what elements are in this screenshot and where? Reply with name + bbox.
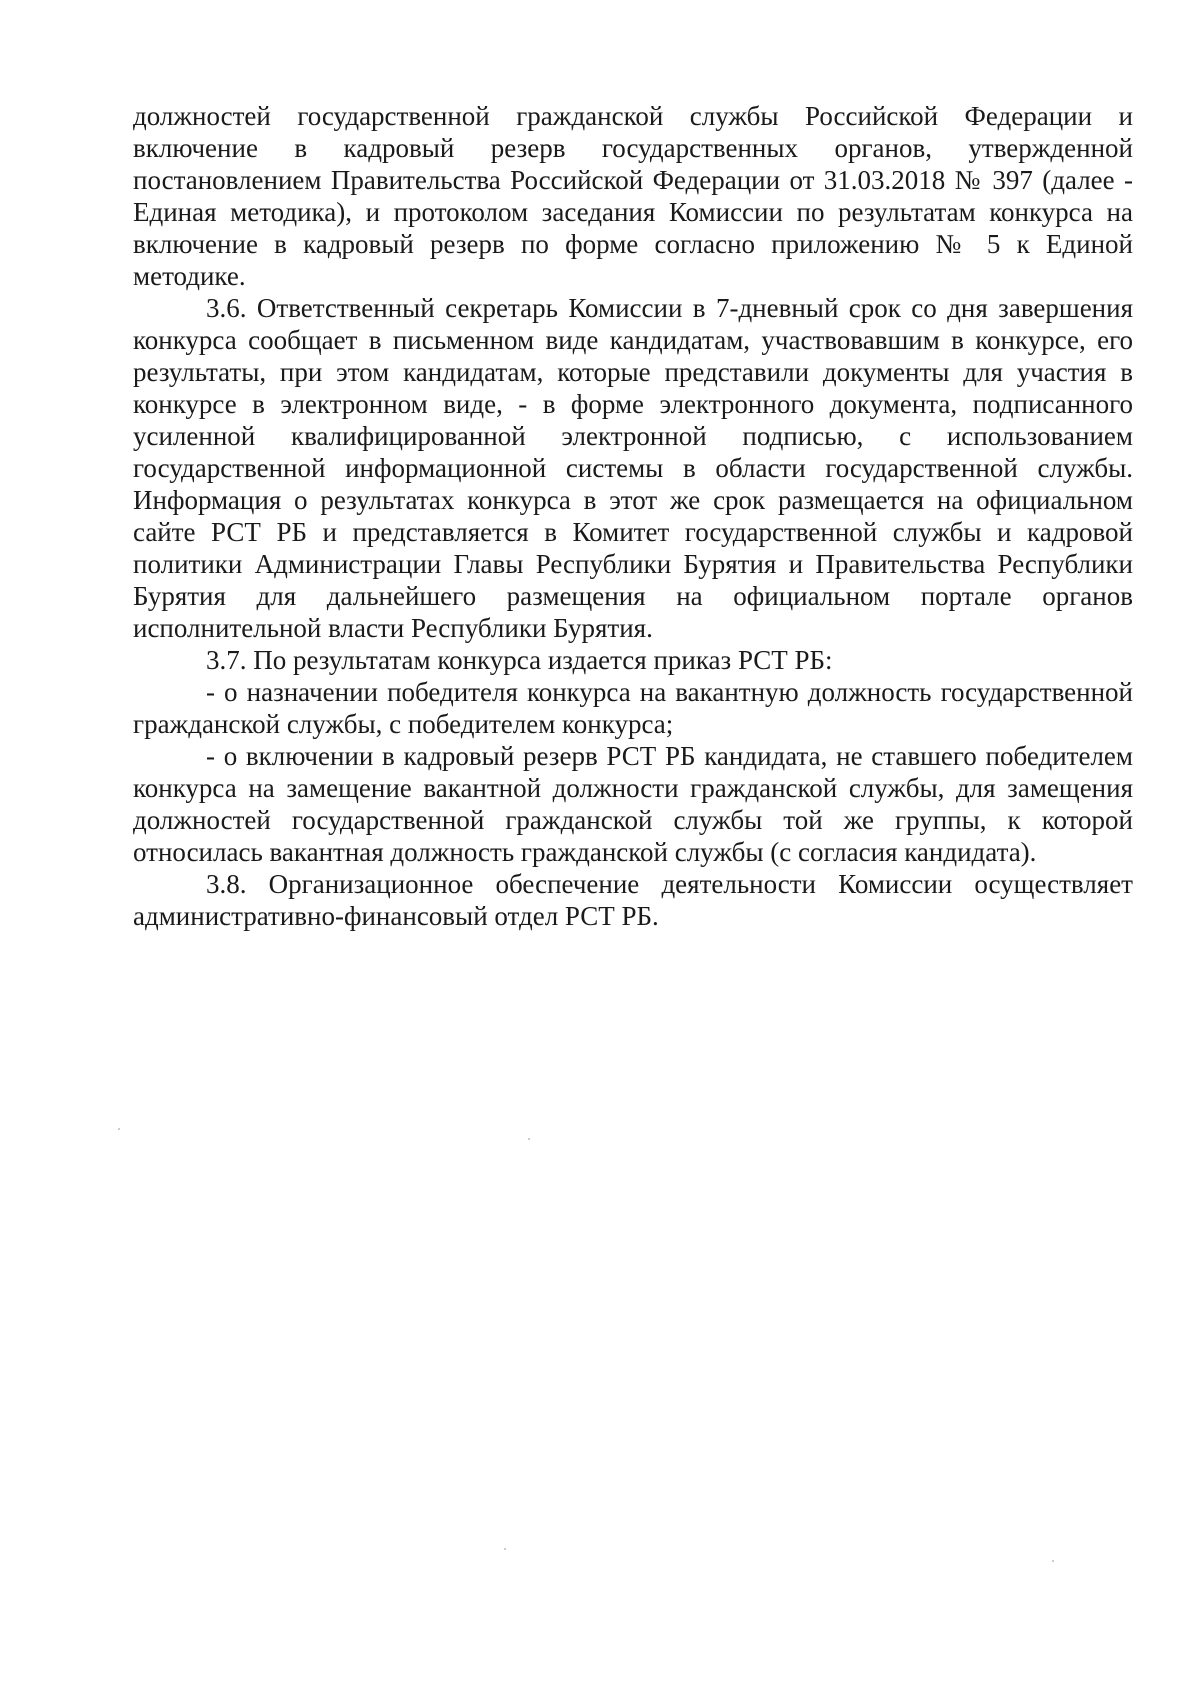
paragraph-3-8: 3.8. Организационное обеспечение деятельности Комиссии осуществляет административно-финансовый отдел РСТ РБ. xyxy=(133,869,1133,931)
paragraph-3-6: 3.6. Ответственный секретарь Комиссии в 7-дневный срок со дня завершения конкурса сообщает в письменном виде кандидатам, участвовавшим в конкурсе, его результаты, при этом кандидатам, которые представили документы для участия в конкурсе в электронном виде, - в форме электронного документа, подписанного усиленной квалифицированной электронной подписью, с использованием государственной информационной системы в области государственной службы. Информация о результатах конкурса в этот же срок размещается на официальном сайте РСТ РБ и представляется в Комитет государственной службы и кадровой политики Администрации Главы Республики Бурятия и Правительства Республики Бурятия для дальнейшего размещения на официальном портале органов исполнительной власти Республики Бурятия. xyxy=(133,293,1133,643)
list-item-appointment: - о назначении победителя конкурса на вакантную должность государственной гражданской службы, с победителем конкурса; xyxy=(133,677,1133,739)
scan-speck xyxy=(528,1138,530,1140)
scan-speck xyxy=(504,1548,506,1550)
document-body xyxy=(133,100,1133,932)
list-item-reserve: - о включении в кадровый резерв РСТ РБ кандидата, не ставшего победителем конкурса на замещение вакантной должности гражданской службы, для замещения должностей государственной гражданской службы той же группы, к которой относилась вакантная должность гражданской службы (с согласия кандидата). xyxy=(133,741,1133,867)
scan-speck xyxy=(1052,1560,1054,1562)
paragraph-3-7: 3.7. По результатам конкурса издается приказ РСТ РБ: xyxy=(206,645,833,675)
paragraph-continuation: должностей государственной гражданской службы Российской Федерации и включение в кадровый резерв государственных органов, утвержденной постановлением Правительства Российской Федерации от 31.03.2018 № 397 (далее - Единая методика), и протоколом заседания Комиссии по результатам конкурса на включение в кадровый резерв по форме согласно приложению № 5 к Единой методике. xyxy=(133,101,1133,291)
scan-speck xyxy=(118,1128,120,1130)
